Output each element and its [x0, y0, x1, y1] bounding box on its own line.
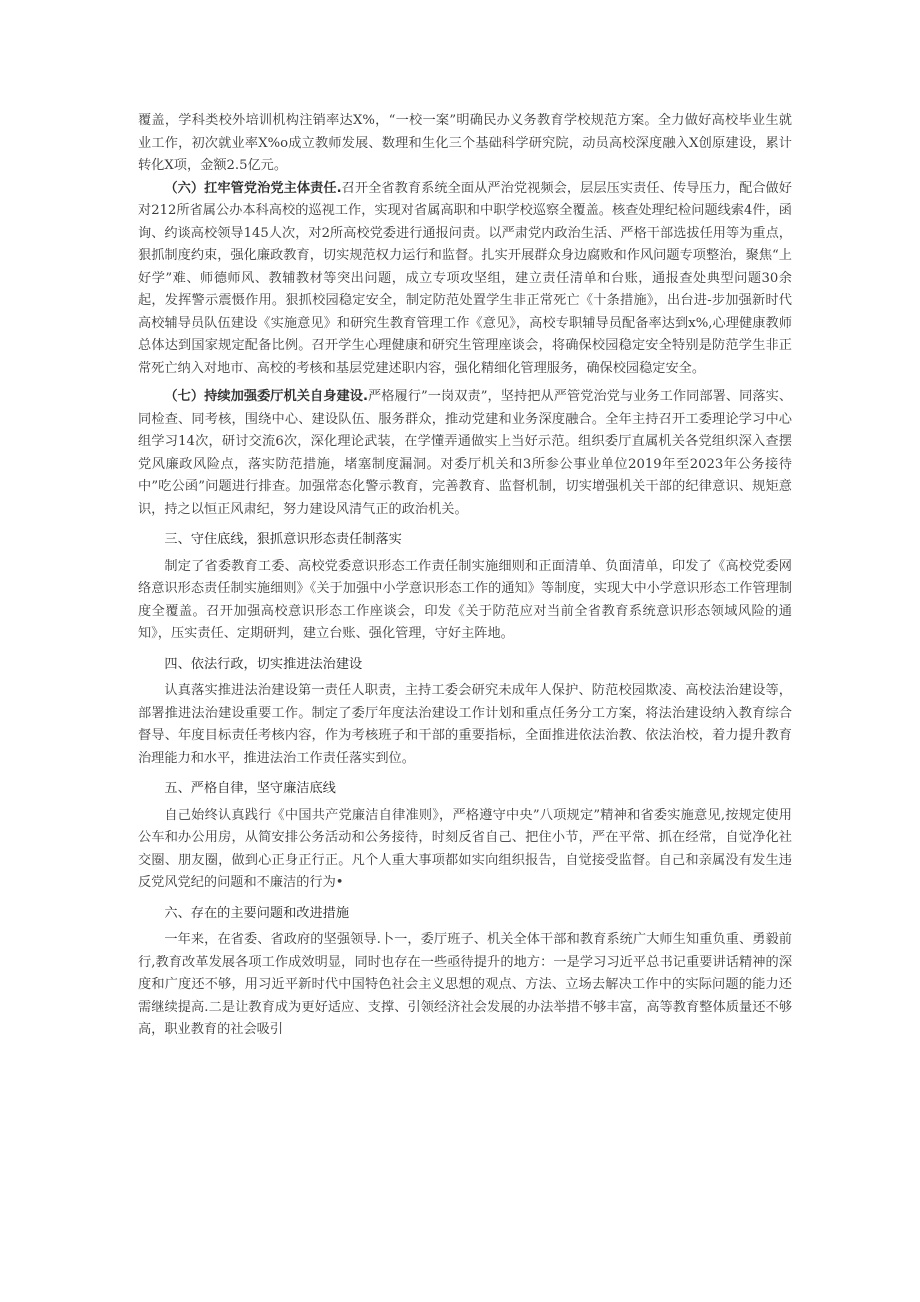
section-7-body: 严格履行”一岗双责”，坚持把从严管党治党与业务工作同部署、同落实、同检查、同考核，围绕中心、建设队伍、服务群众，推动党建和业务深度融合。全年主持召开工委理论学习中心组学习14次，研讨交流6次，深化理论武装，在学懂弄通做实上当好示范。组织委厅直属机关各党组织深入查摆党风廉政风险点，落实防范措施，堵塞制度漏洞。对委厅机关和3所参公事业单位2019年至2023年公务接待中”吃公函”问题进行排查。加强常态化警示教育，完善教育、监督机制，切实增强机关干部的纪律意识、规矩意识，持之以恒正风肃纪，努力建设风清气正的政治机关。: [138, 389, 793, 517]
heading-rule-of-law: 四、依法行政，切实推进法治建设: [164, 656, 363, 672]
paragraph-ideology: 制定了省委教育工委、高校党委意识形态工作责任制实施细则和正面清单、负面清单，印发了《高校党委网络意识形态责任制实施细则》《关于加强中小学意识形态工作的通知》等制度，实现大中小学意识形态工作管理制度全覆盖。召开加强高校意识形态工作座谈会，印发《关于防范应对当前全省教育系统意识形态领域风险的通知》，压实责任、定期研判，建立台账、强化管理，守好主阵地。: [138, 558, 792, 641]
paragraph-employment: 覆盖，学科类校外培训机构注销率达X%，“一校一案”明确民办义务教育学校规范方案。全力做好高校毕业生就业工作，初次就业率X%o成立教师发展、数理和生化三个基础科学研究院，动员高校深度融入X创原建设，累计转化X项，金额2.5亿元。: [138, 113, 792, 173]
document-body: [138, 110, 792, 1042]
section-6-body: 召开全省教育系统全面从严治党视频会，层层压实责任、传导压力，配合做好对212所省属公办本科高校的巡视工作，实现对省属高职和中职学校巡察全覆盖。核查处理纪检问题线索4件，函询、约谈高校领导145人次，对2所高校党委进行通报问责。以严肃党内政治生活、严格干部选拔任用等为重点，狠抓制度约束，强化廉政教育，切实规范权力运行和监督。扎实开展群众身边腐败和作风问题专项整治，聚焦“上好学”难、师德师风、教辅教材等突出问题，成立专项攻坚组，建立责任清单和台账，通报查处典型问题30余起，发挥警示震慑作用。狠抓校园稳定安全，制定防范处置学生非正常死亡《十条措施》，出台进-步加强新时代高校辅导员队伍建设《实施意见》和研究生教育管理工作《意见》，高校专职辅导员配备率达到x%,心理健康教师总体达到国家规定配备比例。召开学生心理健康和研究生管理座谈会，将确保校园稳定安全特别是防范学生非正常死亡纳入对地市、高校的考核和基层党建述职内容，强化精细化管理服务，确保校园稳定安全。: [138, 180, 792, 376]
heading-problems: 六、存在的主要问题和改进措施: [164, 905, 350, 921]
section-7-lead: （七）持续加强委厅机关自身建设.: [164, 389, 368, 404]
heading-self-discipline: 五、严格自律，坚守廉洁底线: [164, 781, 336, 796]
paragraph-section-7: [138, 386, 792, 521]
heading-ideology: 三、守住底线，狠抓意识形态责任制落实: [164, 532, 402, 547]
paragraph-section-6: [138, 178, 792, 381]
section-6-lead: （六）扛牢管党治党主体责任.: [164, 180, 342, 196]
paragraph-self-discipline: 自己始终认真践行《中国共产党廉洁自律准则》，严格遵守中央”八项规定”精神和省委实施意见,按规定使用公车和办公用房，从简安排公务活动和公务接待，时刻反省自己、把住小节，严在平常、抓在经常，自觉净化社交圈、朋友圈，做到心正身正行正。凡个人重大事项都如实向组织报告，自觉接受监督。自己和亲属没有发生违反党风党纪的问题和不廉洁的行为•: [138, 807, 792, 890]
paragraph-problems: 一年来，在省委、省政府的坚强领导.卜一，委厅班子、机关全体干部和教育系统广大师生知重负重、勇毅前行,教育改革发展各项工作成效明显，同时也存在一些亟待提升的地方：一是学习习近平总书记重要讲话精神的深度和广度还不够，用习近平新时代中国特色社会主义思想的观点、方法、立场去解决工作中的实际问题的能力还需继续提高.二是让教育成为更好适应、支撑、引领经济社会发展的办法举措不够丰富，高等教育整体质量还不够高，职业教育的社会吸引: [138, 932, 792, 1037]
paragraph-rule-of-law: 认真落实推进法治建设第一责任人职责，主持工委会研究未成年人保护、防范校园欺凌、高校法治建设等，部署推进法治建设重要工作。制定了委厅年度法治建设工作计划和重点任务分工方案，将法治建设纳入教育综合督导、年度目标责任考核内容，作为考核班子和干部的重要指标，全面推进依法治教、依法治校，着力提升教育治理能力和水平，推进法治工作责任落实到位。: [138, 683, 792, 766]
